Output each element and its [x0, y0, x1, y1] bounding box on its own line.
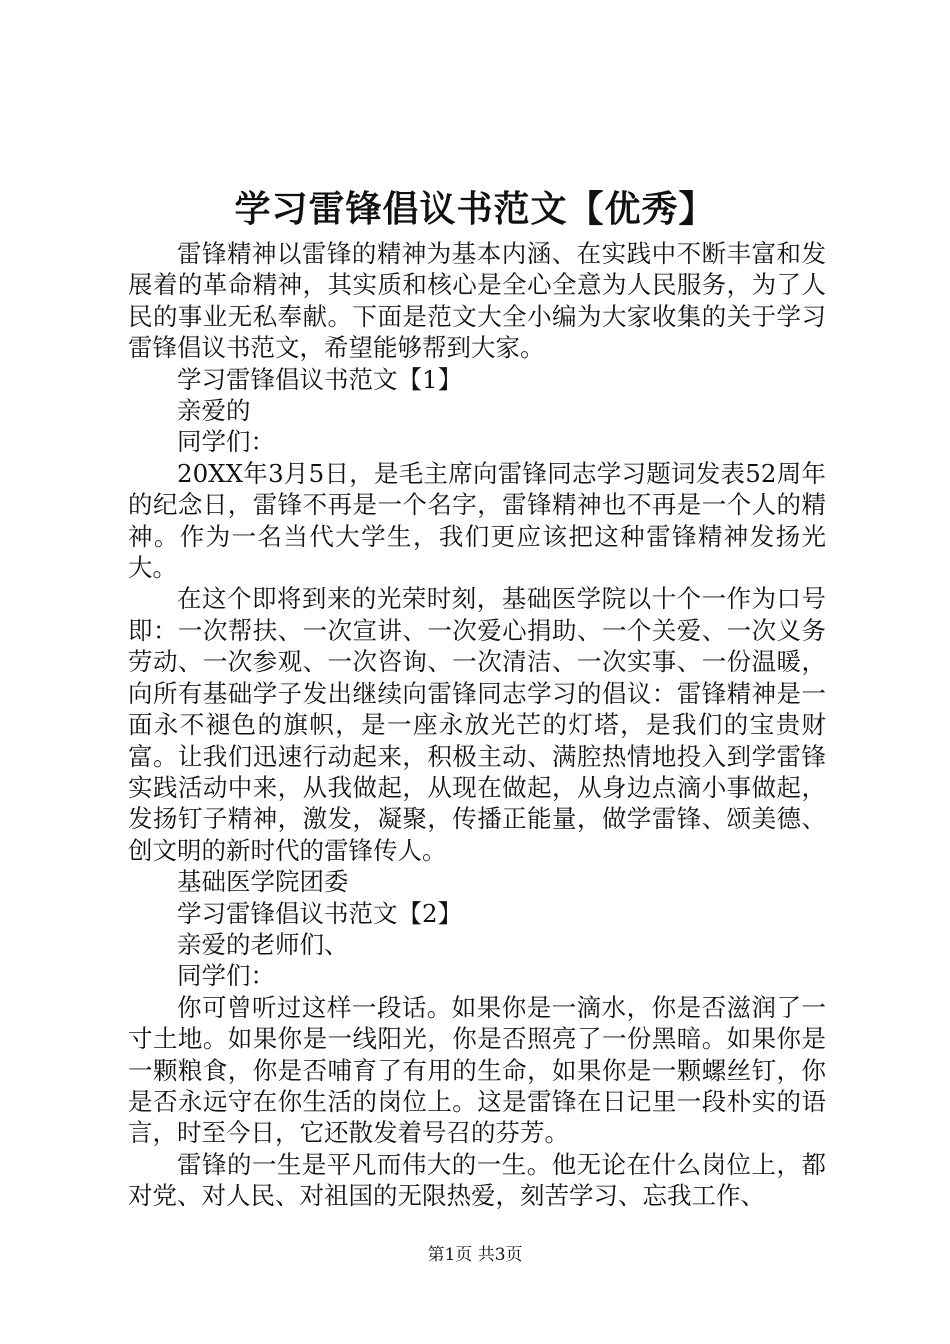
salutation-line: 同学们： — [177, 427, 275, 457]
document-title: 学习雷锋倡议书范文【优秀】 — [234, 189, 716, 230]
section-heading-2: 学习雷锋倡议书范文【2】 — [177, 898, 463, 928]
page-footer: 第1页 共3页 — [427, 1245, 523, 1265]
salutation-line: 同学们： — [177, 961, 275, 991]
signature-line: 基础医学院团委 — [177, 867, 349, 897]
body-paragraph: 你可曾听过这样一段话。如果你是一滴水，你是否滋润了一寸土地。如果你是一线阳光，你是否照亮了一份黑暗。如果你是一颗粮食，你是否哺育了有用的生命，如果你是一颗螺丝钉，你是否永远守在你生活的岗位上。这是雷锋在日记里一段朴实的语言，时至今日，它还散发着号召的芬芳。 — [128, 992, 826, 1148]
body-paragraph: 20XX年3月5日，是毛主席向雷锋同志学习题词发表52周年的纪念日，雷锋不再是一个名字，雷锋精神也不再是一个人的精神。作为一名当代大学生，我们更应该把这种雷锋精神发扬光大。 — [128, 458, 826, 583]
document-body — [128, 238, 826, 1212]
body-paragraph: 在这个即将到来的光荣时刻，基础医学院以十个一作为口号即：一次帮扶、一次宣讲、一次爱心捐助、一个关爱、一次义务劳动、一次参观、一次咨询、一次清洁、一次实事、一份温暖，向所有基础学子发出继续向雷锋同志学习的倡议：雷锋精神是一面永不褪色的旗帜，是一座永放光芒的灯塔，是我们的宝贵财富。让我们迅速行动起来，积极主动、满腔热情地投入到学雷锋实践活动中来，从我做起，从现在做起，从身边点滴小事做起，发扬钉子精神，激发，凝聚，传播正能量，做学雷锋、颂美德、创文明的新时代的雷锋传人。 — [128, 584, 826, 865]
section-heading-1: 学习雷锋倡议书范文【1】 — [177, 364, 463, 394]
salutation-line: 亲爱的 — [177, 396, 251, 426]
salutation-line: 亲爱的老师们、 — [177, 929, 349, 959]
intro-paragraph: 雷锋精神以雷锋的精神为基本内涵、在实践中不断丰富和发展着的革命精神，其实质和核心是全心全意为人民服务，为了人民的事业无私奉献。下面是范文大全小编为大家收集的关于学习雷锋倡议书范文，希望能够帮到大家。 — [128, 239, 826, 363]
body-paragraph: 雷锋的一生是平凡而伟大的一生。他无论在什么岗位上，都对党、对人民、对祖国的无限热爱，刻苦学习、忘我工作、 — [128, 1149, 826, 1211]
